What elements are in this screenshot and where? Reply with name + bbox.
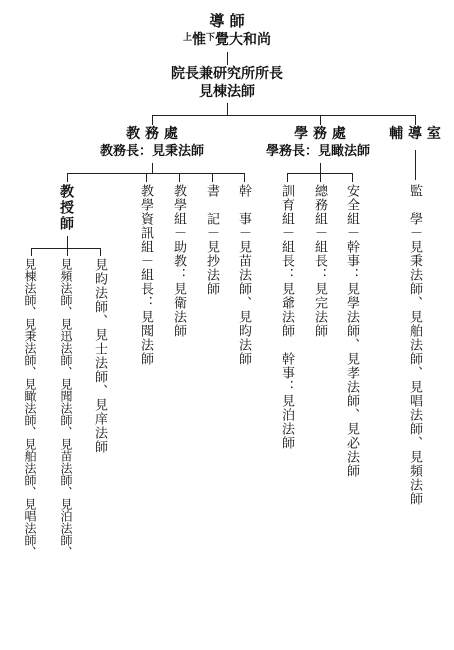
- teaching-column-2: 見頻法師、見迅法師、見聞法師、見苗法師、見泊法師、: [59, 258, 73, 558]
- academic-head: 教務長：見秉法師: [99, 144, 205, 159]
- academic-bar: [67, 173, 245, 174]
- teaching-label: 教授師: [58, 184, 74, 232]
- safety-group: 安全組－幹事：見學法師、見孝法師、見必法師: [344, 184, 359, 478]
- connector-academic-bar: [152, 163, 153, 173]
- connector-director-branches: [227, 103, 228, 115]
- teaching-column-1: 見昀法師、見士法師、見庠法師: [92, 258, 107, 454]
- mentor-title: 導 師: [209, 12, 245, 30]
- connector-general: [320, 173, 321, 182]
- general-group: 總務組－組長：見完法師: [312, 184, 327, 338]
- connector-student: [320, 115, 321, 125]
- supervisor: 監 學－見秉法師、見舶法師、見唱法師、見頻法師: [407, 184, 422, 506]
- mentor-name: [183, 33, 271, 47]
- clerk: 書 記－見抄法師: [204, 184, 219, 296]
- connector-guidance: [415, 115, 416, 125]
- connector-supervisor: [415, 150, 416, 180]
- connector-teaching-col2: [67, 248, 68, 256]
- student-head: 學務長：見瞰法師: [265, 144, 371, 159]
- connector-mentor-director: [227, 52, 228, 65]
- director-title: 院長兼研究所所長: [171, 66, 283, 82]
- director-name: 見棟法師: [199, 84, 255, 100]
- connector-training: [287, 173, 288, 182]
- connector-teach-group: [179, 173, 180, 182]
- student-title: 學 務 處: [294, 126, 346, 142]
- connector-info-group: [146, 173, 147, 182]
- teaching-column-3: 見棟法師、見秉法師、見瞰法師、見舶法師、見唱法師、: [23, 258, 37, 558]
- mentor-name-a: 惟: [192, 32, 206, 48]
- mentor-prefix-up: 上: [182, 33, 192, 43]
- connector-teaching-bar: [67, 236, 68, 248]
- branch-bar: [152, 115, 416, 116]
- connector-officer: [244, 173, 245, 182]
- connector-teaching-col1: [100, 248, 101, 256]
- mentor-prefix-down: 下: [206, 33, 216, 43]
- connector-student-bar: [320, 163, 321, 173]
- connector-teaching: [67, 173, 68, 182]
- teach-group: 教學組－助教：見衛法師: [171, 184, 186, 338]
- guidance-title: 輔 導 室: [389, 126, 441, 142]
- officer: 幹 事－見苗法師、見昀法師: [236, 184, 251, 366]
- connector-safety: [352, 173, 353, 182]
- academic-title: 教 務 處: [126, 126, 178, 142]
- connector-academic: [152, 115, 153, 125]
- connector-teaching-col3: [31, 248, 32, 256]
- teaching-bar: [31, 248, 101, 249]
- connector-clerk: [212, 173, 213, 182]
- mentor-name-b: 覺大和尚: [215, 32, 272, 48]
- info-group: 教學資訊組－組長：見聞法師: [138, 184, 153, 366]
- training-group: 訓育組－組長：見爺法師 幹事：見泊法師: [279, 184, 294, 450]
